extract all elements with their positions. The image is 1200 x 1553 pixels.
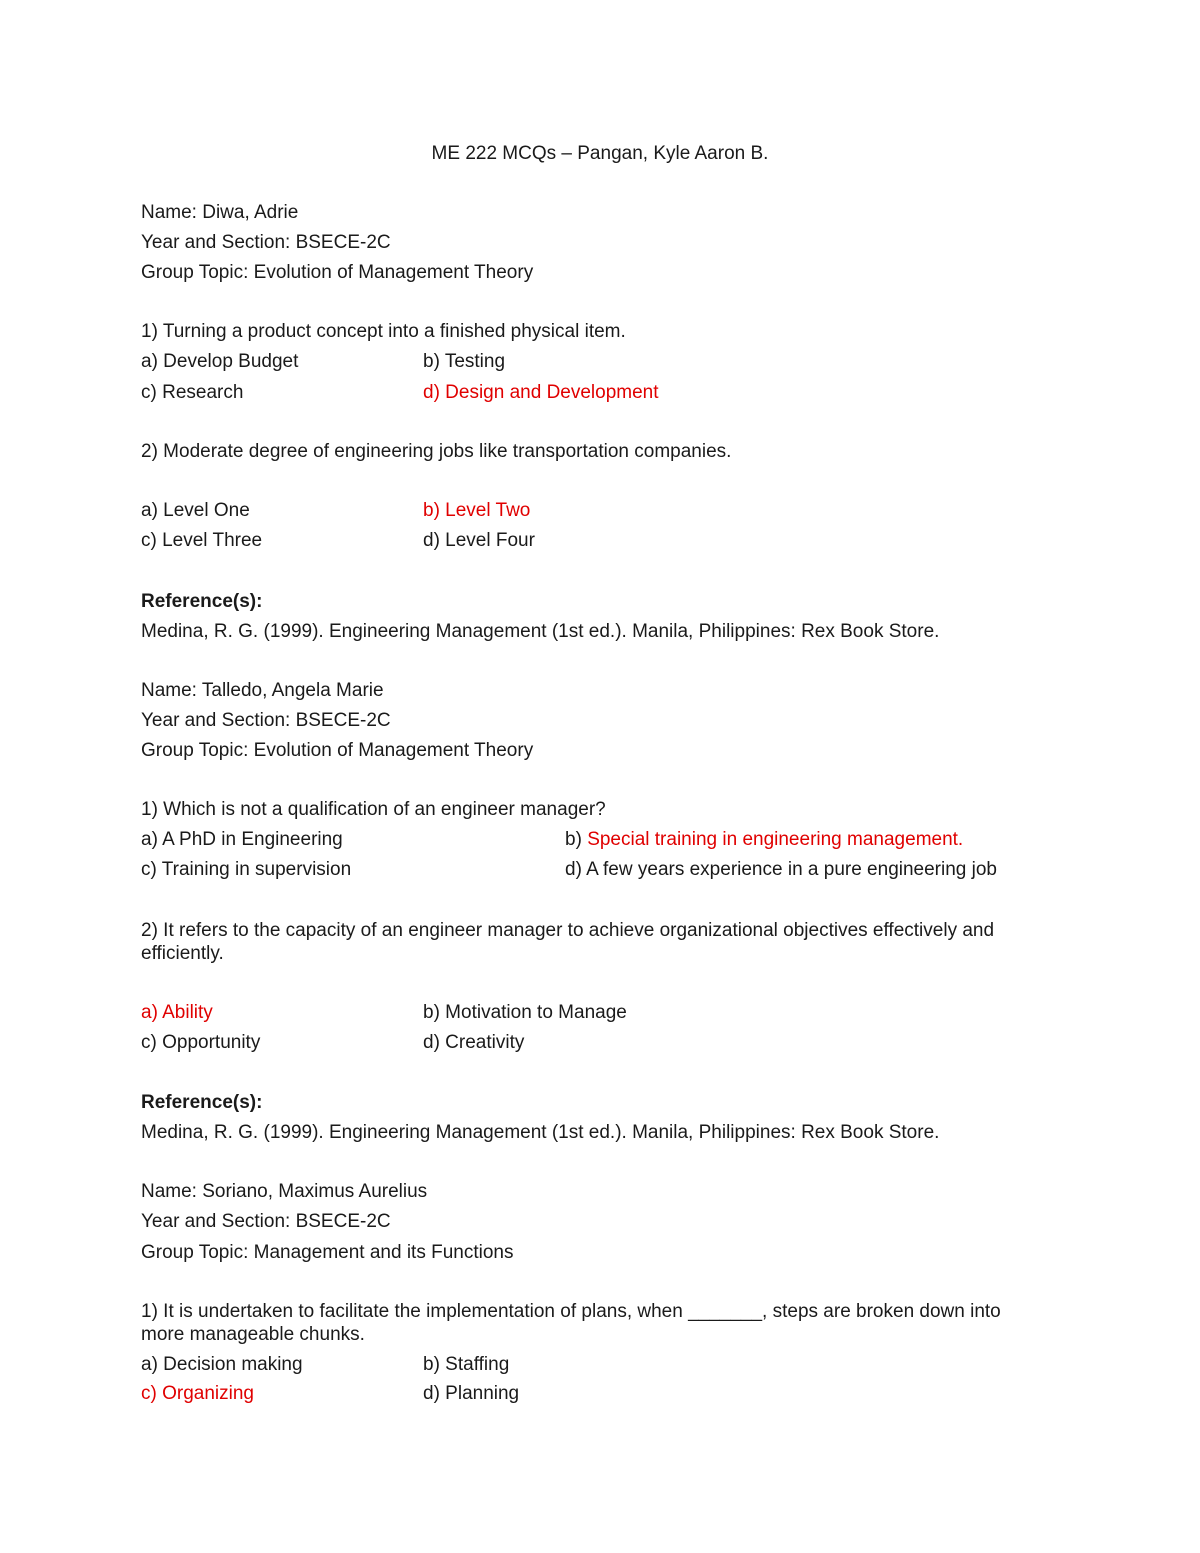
question-stem-line1: 2) It refers to the capacity of an engineer manager to achieve organizational objectives effectively and xyxy=(141,920,995,941)
option-a: a) Develop Budget xyxy=(141,351,299,372)
option-d: d) Creativity xyxy=(423,1032,525,1053)
group-topic: Group Topic: Evolution of Management Theory xyxy=(141,740,534,761)
student-name: Name: Soriano, Maximus Aurelius xyxy=(141,1181,428,1202)
option-a: a) Decision making xyxy=(141,1354,303,1375)
question-stem: 1) Turning a product concept into a finished physical item. xyxy=(141,321,626,342)
option-b: b) Staffing xyxy=(423,1354,510,1375)
question-stem: 1) Which is not a qualification of an engineer manager? xyxy=(141,799,606,820)
option-d-correct-answer: d) Design and Development xyxy=(423,382,659,403)
option-b-correct-answer: b) Level Two xyxy=(423,500,531,521)
reference-citation: Medina, R. G. (1999). Engineering Management (1st ed.). Manila, Philippines: Rex Book Store. xyxy=(141,1122,940,1143)
option-d: d) Planning xyxy=(423,1383,520,1404)
option-b-text: Special training in engineering management. xyxy=(587,829,964,850)
question-stem: 2) Moderate degree of engineering jobs like transportation companies. xyxy=(141,441,732,462)
reference-citation: Medina, R. G. (1999). Engineering Management (1st ed.). Manila, Philippines: Rex Book Store. xyxy=(141,621,940,642)
option-d: d) A few years experience in a pure engineering job xyxy=(565,859,997,880)
student-name: Name: Diwa, Adrie xyxy=(141,202,299,223)
group-topic: Group Topic: Evolution of Management Theory xyxy=(141,262,534,283)
year-section: Year and Section: BSECE-2C xyxy=(141,232,391,253)
document-title: ME 222 MCQs – Pangan, Kyle Aaron B. xyxy=(431,143,769,164)
option-c: c) Research xyxy=(141,382,244,403)
question-stem-line1: 1) It is undertaken to facilitate the implementation of plans, when _______, steps are broken down into xyxy=(141,1301,1001,1322)
question-stem-line2: more manageable chunks. xyxy=(141,1324,365,1345)
option-c: c) Training in supervision xyxy=(141,859,352,880)
year-section: Year and Section: BSECE-2C xyxy=(141,1211,391,1232)
reference-heading: Reference(s): xyxy=(141,1092,263,1113)
year-section: Year and Section: BSECE-2C xyxy=(141,710,391,731)
option-b: b) Motivation to Manage xyxy=(423,1002,627,1023)
option-a: a) Level One xyxy=(141,500,250,521)
option-b-correct-answer xyxy=(565,829,963,851)
option-c-correct-answer: c) Organizing xyxy=(141,1383,254,1404)
option-b-prefix: b) xyxy=(565,829,588,850)
option-c: c) Opportunity xyxy=(141,1032,261,1053)
reference-heading: Reference(s): xyxy=(141,591,263,612)
question-stem-line2: efficiently. xyxy=(141,943,224,964)
option-c: c) Level Three xyxy=(141,530,263,551)
student-name: Name: Talledo, Angela Marie xyxy=(141,680,384,701)
option-b: b) Testing xyxy=(423,351,506,372)
option-a-correct-answer: a) Ability xyxy=(141,1002,213,1023)
group-topic: Group Topic: Management and its Functions xyxy=(141,1242,514,1263)
option-d: d) Level Four xyxy=(423,530,535,551)
option-a: a) A PhD in Engineering xyxy=(141,829,343,850)
